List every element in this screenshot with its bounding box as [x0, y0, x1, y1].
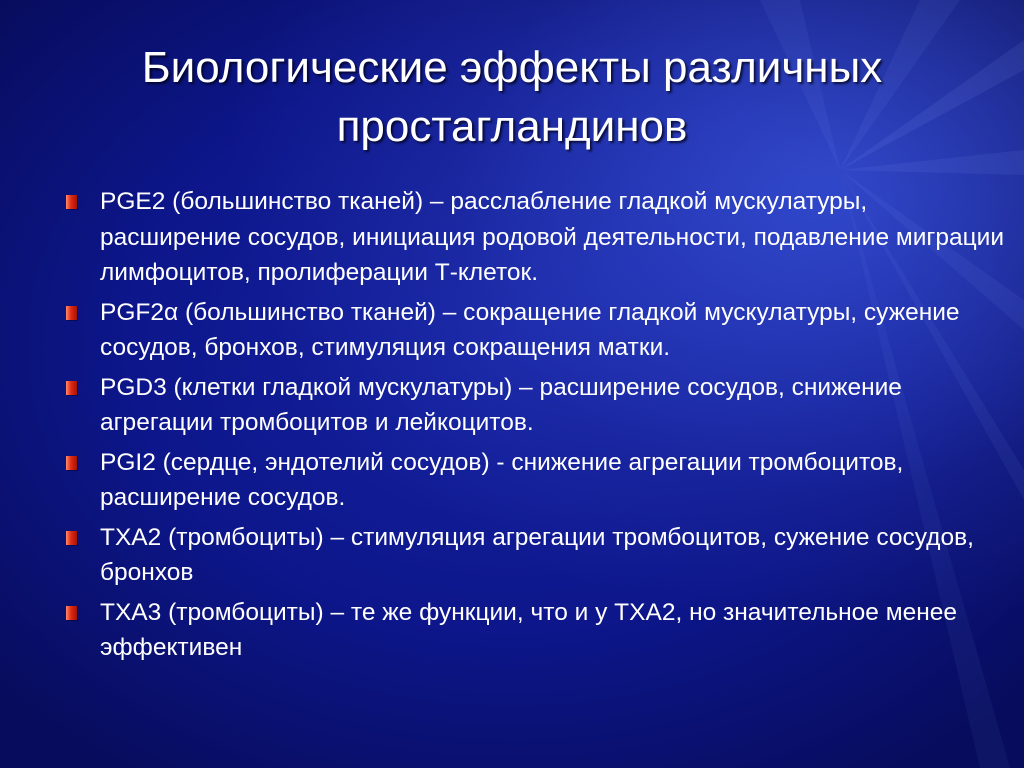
slide-title-line-1: Биологические эффекты различных — [141, 43, 883, 92]
bullet-text: PGE2 (большинство тканей) – расслабление гладкой мускулатуры, расширение сосудов, инициация родовой деятельности, подавление миграции лимфоцитов, пролиферации Т-клеток. — [100, 188, 1005, 286]
square-bullet-icon — [66, 606, 77, 620]
bullet-item-pgf2a — [60, 295, 1005, 366]
bullet-item-pge2 — [60, 184, 1005, 291]
bullet-item-txa3 — [60, 595, 1005, 666]
bullet-text: TXA3 (тромбоциты) – те же функции, что и у TXA2, но значительное менее эффективен — [100, 598, 957, 661]
bullet-list — [60, 184, 1005, 670]
bullet-item-txa2 — [60, 520, 1005, 591]
bullet-item-pgd3 — [60, 370, 1005, 441]
bullet-text: PGI2 (сердце, эндотелий сосудов) - снижение агрегации тромбоцитов, расширение сосудов. — [100, 448, 904, 511]
bullet-text: PGF2α (большинство тканей) – сокращение гладкой мускулатуры, сужение сосудов, бронхов, стимуляция сокращения матки. — [100, 298, 960, 361]
bullet-text: PGD3 (клетки гладкой мускулатуры) – расширение сосудов, снижение агрегации тромбоцитов и лейкоцитов. — [100, 373, 902, 436]
slide-title — [40, 38, 984, 156]
bullet-item-pgi2 — [60, 445, 1005, 516]
square-bullet-icon — [66, 531, 77, 545]
slide-title-line-2: простагландинов — [336, 102, 688, 151]
square-bullet-icon — [66, 195, 77, 209]
square-bullet-icon — [66, 381, 77, 395]
square-bullet-icon — [66, 306, 77, 320]
bullet-text: TXA2 (тромбоциты) – стимуляция агрегации тромбоцитов, сужение сосудов, бронхов — [100, 523, 974, 586]
square-bullet-icon — [66, 456, 77, 470]
